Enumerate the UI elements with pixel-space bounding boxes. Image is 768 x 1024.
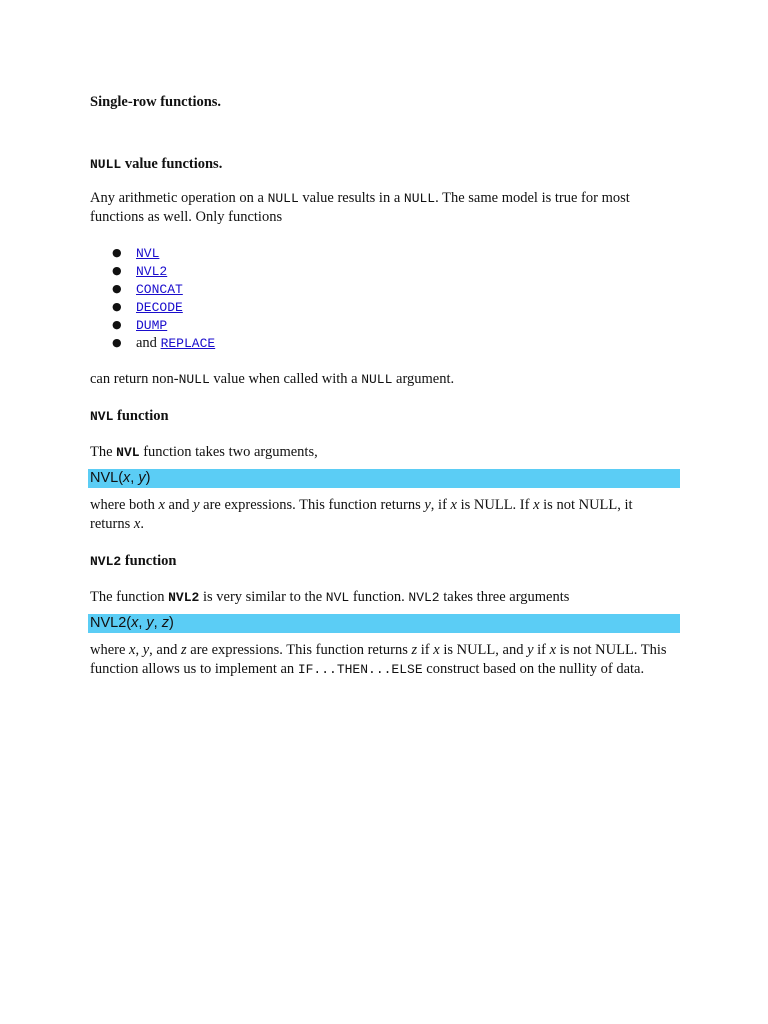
heading-text: value functions.: [121, 156, 223, 172]
code: NVL2: [168, 590, 200, 605]
code: NULL: [361, 372, 393, 387]
link-replace[interactable]: REPLACE: [160, 336, 216, 351]
text: is very similar to the: [199, 589, 326, 605]
var: z: [411, 642, 418, 658]
text: is NULL. If: [456, 497, 534, 513]
code: NULL: [267, 191, 299, 206]
list-item: [112, 280, 215, 298]
text: are expressions. This function returns: [199, 497, 425, 513]
var: y: [193, 497, 200, 513]
syntax-close: ): [168, 615, 174, 631]
var: y: [142, 642, 150, 658]
syntax-close: ): [145, 470, 151, 486]
syntax-sep: ,: [153, 615, 162, 631]
text: The function: [90, 589, 169, 605]
code: NVL: [116, 445, 140, 460]
text: ,: [135, 642, 143, 658]
text: value when called with a: [209, 371, 362, 387]
text: and: [164, 497, 194, 513]
code: NULL: [178, 372, 210, 387]
list-item: [112, 298, 215, 316]
text: , and: [149, 642, 181, 658]
nvl2-syntax-bar: [88, 614, 680, 633]
var: x: [158, 497, 165, 513]
bullet-icon: ●: [112, 300, 122, 313]
heading-code: NULL: [90, 157, 122, 172]
null-section-heading: [90, 155, 675, 174]
nvl-section-heading: [90, 407, 675, 426]
null-outro-paragraph: [90, 370, 675, 389]
list-item: [112, 244, 215, 262]
var: x: [549, 642, 557, 658]
var: y: [424, 497, 431, 513]
var: x: [133, 516, 141, 532]
text: where both: [90, 497, 159, 513]
code: IF...THEN...ELSE: [297, 662, 423, 677]
link-concat[interactable]: CONCAT: [136, 282, 183, 297]
null-intro-paragraph: [90, 189, 675, 227]
link-nvl2[interactable]: NVL2: [136, 264, 168, 279]
nvl2-description: [90, 641, 675, 679]
text: is not NULL. This function allows us to implement an: [90, 642, 667, 677]
text: The: [90, 444, 117, 460]
bullet-icon: ●: [112, 246, 122, 259]
bullet-icon: ●: [112, 318, 122, 331]
text: is NULL, and: [439, 642, 528, 658]
heading-code: NVL: [90, 409, 114, 424]
var: y: [527, 642, 534, 658]
nvl2-section-heading: [90, 552, 675, 571]
bullet-icon: ●: [112, 282, 122, 295]
text: argument.: [392, 371, 455, 387]
text: . The same model is true for most functions as well. Only functions: [90, 190, 630, 225]
text: function takes two arguments,: [139, 444, 318, 460]
function-list: [112, 244, 215, 352]
text: function.: [349, 589, 409, 605]
syntax-arg: z: [161, 615, 169, 631]
text: value results in a: [298, 190, 404, 206]
heading-code: NVL2: [90, 554, 122, 569]
var: z: [180, 642, 187, 658]
syntax-arg: x: [123, 470, 131, 486]
text: where: [90, 642, 130, 658]
text: Any arithmetic operation on a: [90, 190, 268, 206]
nvl2-intro-paragraph: [90, 588, 675, 607]
link-dump[interactable]: DUMP: [136, 318, 168, 333]
var: x: [433, 642, 440, 658]
syntax-arg: x: [131, 615, 139, 631]
bullet-icon: ●: [112, 336, 122, 349]
var: x: [129, 642, 136, 658]
syntax-sep: ,: [130, 470, 139, 486]
text: if: [533, 642, 550, 658]
text: can return non-: [90, 371, 179, 387]
nvl-syntax-bar: [88, 469, 680, 488]
heading-text: function: [121, 553, 177, 569]
heading-text: function: [113, 408, 169, 424]
text: .: [140, 516, 144, 532]
list-item: [112, 334, 215, 352]
syntax-arg: y: [138, 470, 146, 486]
text: if: [417, 642, 434, 658]
text: construct based on the nullity of data.: [422, 661, 645, 677]
list-item: [112, 262, 215, 280]
text: , if: [430, 497, 451, 513]
nvl-description: [90, 496, 675, 534]
syntax-name: NVL(: [90, 470, 124, 486]
page-title: Single-row functions.: [90, 94, 222, 110]
link-nvl[interactable]: NVL: [136, 246, 160, 261]
list-item: [112, 316, 215, 334]
text: takes three arguments: [439, 589, 570, 605]
and-prefix: and: [136, 335, 161, 351]
bullet-icon: ●: [112, 264, 122, 277]
code: NVL2: [408, 590, 440, 605]
text: are expressions. This function returns: [186, 642, 412, 658]
syntax-sep: ,: [138, 615, 147, 631]
code: NVL: [325, 590, 350, 605]
syntax-name: NVL2(: [90, 615, 132, 631]
nvl-intro-paragraph: [90, 443, 675, 462]
link-decode[interactable]: DECODE: [136, 300, 183, 315]
var: x: [533, 497, 540, 513]
syntax-arg: y: [146, 615, 154, 631]
var: x: [450, 497, 457, 513]
text: is not NULL, it returns: [90, 497, 633, 532]
code: NULL: [403, 191, 436, 206]
